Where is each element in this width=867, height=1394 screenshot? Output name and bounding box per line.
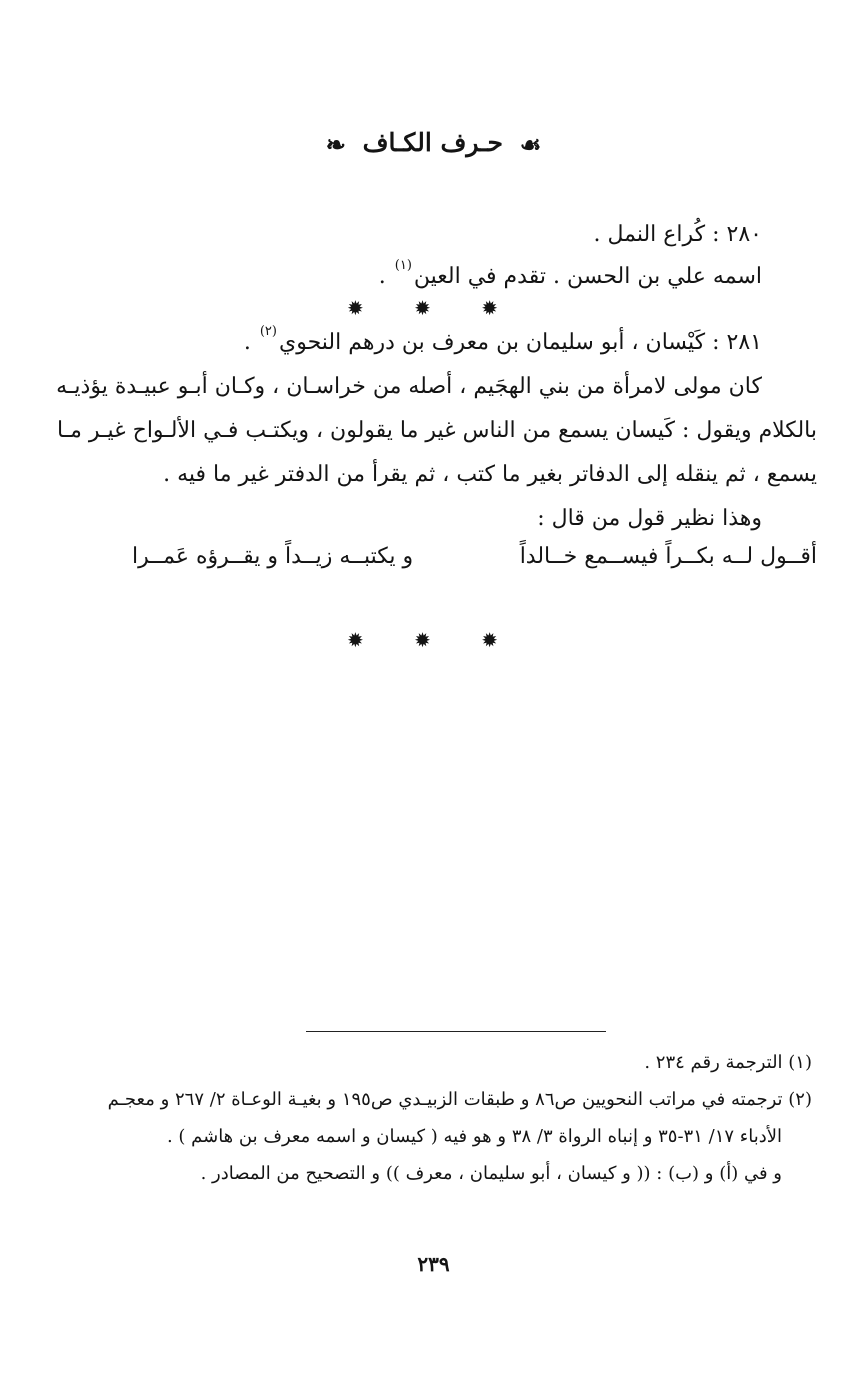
entry-281-heading: [243, 324, 762, 355]
chapter-title: حـرف الكـاف: [362, 128, 503, 157]
footnote-2-line-3: و في (أ) و (ب) : (( و كيسان ، أبو سليمان ، معرف )) و التصحيح من المصادر .: [200, 1163, 782, 1184]
footnote-ref-1[interactable]: (١): [394, 258, 412, 273]
separator-stars-1: ✹ ✹ ✹: [347, 296, 520, 320]
chapter-header: [0, 128, 867, 159]
verse-first-hemistich: أقــول لــه بكــراً فيســمع خــالداً: [519, 544, 817, 569]
entry-281-line-2: كان مولى لامرأة من بني الهجَيم ، أصله من خراسـان ، وكـان أبـو عبيـدة يؤذيـه: [56, 374, 762, 399]
footnote-2-line-1: (٢) ترجمته في مراتب النحويين ص٨٦ و طبقات الزبيـدي ص١٩٥ و بغيـة الوعـاة ٢/ ٢٦٧ و معجـم: [107, 1089, 812, 1110]
entry-280-heading: [593, 222, 762, 247]
entry-281-line-3: بالكلام ويقول : كَيسان يسمع من الناس غير ما يقولون ، ويكتـب فـي الألـواح غيـر مـا: [56, 418, 817, 443]
entry-280-body: [378, 258, 762, 289]
separator-stars-2: ✹ ✹ ✹: [347, 628, 520, 652]
entry-281-end: .: [243, 330, 258, 355]
page-number: ٢٣٩: [417, 1252, 450, 1276]
verse-second-hemistich: و يكتبــه زيــداً و يقــرؤه عَمــرا: [132, 544, 414, 569]
footnote-divider: [306, 1031, 606, 1032]
entry-281-line-4: يسمع ، ثم ينقله إلى الدفاتر بغير ما كتب ، ثم يقرأ من الدفتر غير ما فيه .: [163, 462, 817, 487]
entry-281-title: ٢٨١ : كَيْسان ، أبو سليمان بن معرف بن درهم النحوي: [278, 330, 762, 355]
entry-280-end: .: [378, 264, 393, 289]
ornament-left-icon: ❧: [325, 130, 346, 159]
ornament-right-icon: ☙: [519, 130, 542, 159]
entry-280-text: اسمه علي بن الحسن . تقدم في العين: [413, 264, 762, 289]
footnote-ref-2[interactable]: (٢): [259, 324, 277, 339]
footnote-1: (١) الترجمة رقم ٢٣٤ .: [644, 1052, 812, 1073]
entry-281-line-5: وهذا نظير قول من قال :: [537, 506, 762, 531]
entry-280-title: ٢٨٠ : كُراع النمل .: [593, 222, 762, 247]
footnote-2-line-2: الأدباء ١٧/ ٣١-٣٥ و إنباه الرواة ٣/ ٣٨ و هو فيه ( كيسان و اسمه معرف بن هاشم ) .: [166, 1126, 782, 1147]
